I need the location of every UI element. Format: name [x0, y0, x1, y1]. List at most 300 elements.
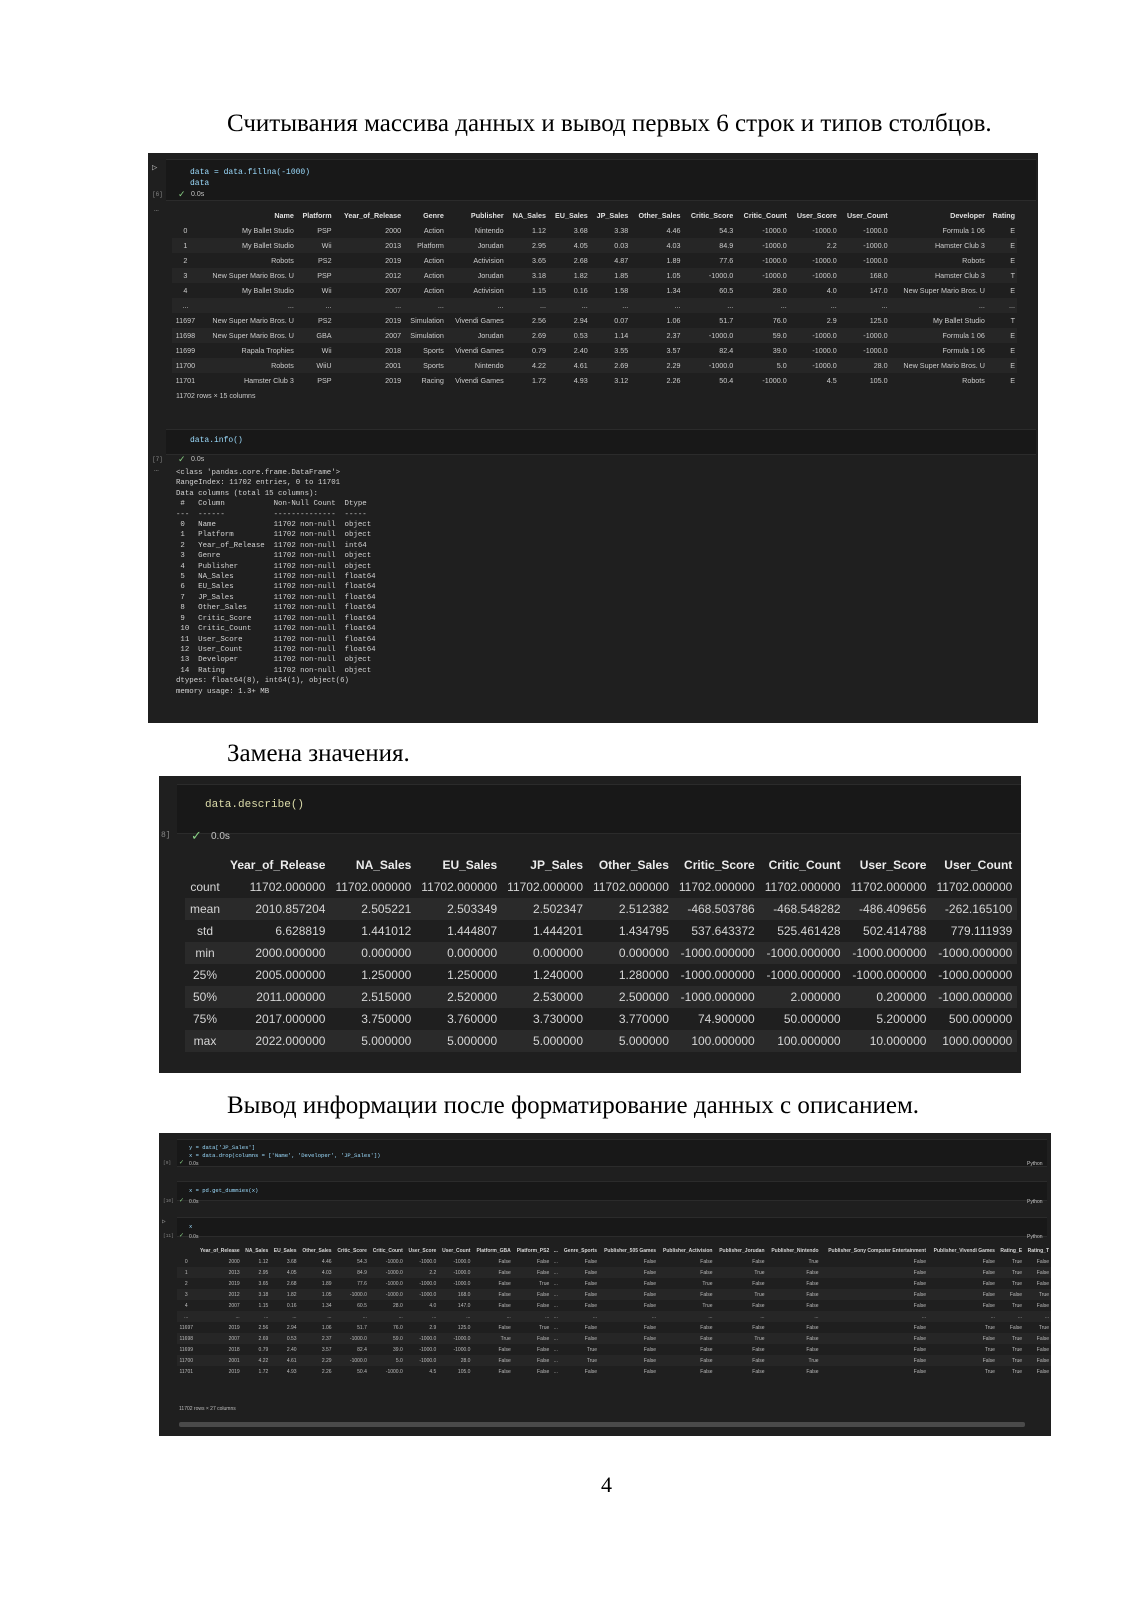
code-cell-describe[interactable]	[177, 784, 1021, 834]
table-cell: Robots	[962, 376, 985, 385]
column-header: User_Count	[442, 1247, 471, 1254]
table-cell: E	[987, 358, 1017, 373]
table-cell: E	[987, 328, 1017, 343]
table-cell: 168.0	[839, 268, 890, 283]
table-cell: False	[560, 1267, 599, 1278]
table-cell: False	[658, 1267, 714, 1278]
table-cell: True	[808, 1258, 819, 1265]
column-header: Genre_Sports	[563, 1247, 597, 1254]
table-cell: 1.441012	[361, 924, 412, 938]
table-cell: 2.68	[286, 1280, 297, 1287]
table-cell: -1000.000000	[931, 942, 1017, 964]
table-cell: Jorudan	[446, 328, 506, 343]
table-cell: False	[513, 1267, 552, 1278]
table-cell: 11702.000000	[850, 880, 927, 894]
table-cell: False	[821, 1267, 928, 1278]
table-cell: 2001	[334, 358, 404, 373]
column-header: Critic_Count	[743, 211, 787, 220]
table-cell: ...	[560, 1311, 599, 1322]
table-cell: 11702.000000	[507, 880, 584, 894]
table-cell: False	[913, 1324, 927, 1331]
column-header: Platform_PS2	[516, 1247, 550, 1254]
table-cell: False	[584, 1302, 597, 1309]
table-cell: 2.94	[573, 316, 588, 325]
row-index: 11699	[175, 346, 196, 355]
table-row	[172, 223, 1017, 238]
table-cell: True	[539, 1280, 550, 1287]
table-cell: 2.2	[789, 238, 839, 253]
table-cell: 3.12	[614, 376, 629, 385]
table-cell: True	[539, 1324, 550, 1331]
table-cell: 2.56	[531, 316, 546, 325]
table-cell: 2019	[385, 256, 402, 265]
table-cell: 76.0	[772, 316, 787, 325]
column-header: Year_of_Release	[343, 211, 402, 220]
column-header: NA_Sales	[512, 211, 546, 220]
table-cell: 1.15	[531, 286, 546, 295]
table-cell: True	[715, 1289, 767, 1300]
table-cell: My Ballet Studio	[241, 226, 294, 235]
table-cell: False	[599, 1333, 658, 1344]
table-cell: 0.79	[531, 346, 546, 355]
table-cell: 2012	[334, 268, 404, 283]
row-index: 2	[184, 1280, 188, 1287]
table-cell: 1.12	[258, 1258, 269, 1265]
column-header: Year_of_Release	[199, 1247, 240, 1254]
table-cell: 2.40	[573, 346, 588, 355]
table-cell: -1000.000000	[760, 942, 846, 964]
table-cell: False	[537, 1302, 550, 1309]
table-cell: 2.37	[299, 1333, 334, 1344]
table-cell: 1.250000	[447, 968, 498, 982]
table-cell: -1000.000000	[680, 968, 755, 982]
table-cell: False	[498, 1258, 511, 1265]
table-cell: -1000.0	[369, 1267, 405, 1278]
table-cell: -1000.0	[789, 328, 839, 343]
notebook-screenshot-describe	[159, 776, 1021, 1073]
table-cell: Robots	[199, 358, 296, 373]
table-cell: 2.69	[242, 1333, 271, 1344]
table-cell: New Super Mario Bros. U	[199, 328, 296, 343]
table-cell: My Ballet Studio	[199, 238, 296, 253]
table-cell: 5.0	[735, 358, 789, 373]
column-header: User_Score	[859, 858, 927, 872]
code-line: data = data.fillna(-1000)	[190, 168, 311, 177]
table-cell: 59.0	[735, 328, 789, 343]
table-cell: Action	[403, 268, 446, 283]
table-cell: False	[715, 1355, 767, 1366]
table-cell: 4.5	[826, 376, 837, 385]
table-cell: ...	[446, 298, 506, 313]
table-cell: 2.94	[286, 1324, 297, 1331]
code-cell-info[interactable]	[166, 429, 1036, 455]
column-header	[185, 854, 225, 876]
table-cell: Platform	[403, 238, 446, 253]
table-row	[177, 1300, 1051, 1311]
execution-time: 0.0s	[189, 1161, 199, 1167]
row-index: 1	[172, 238, 199, 253]
table-row	[177, 1366, 1051, 1377]
table-cell: Robots	[271, 256, 294, 265]
table-cell: 84.9	[682, 238, 735, 253]
table-cell: 2.000000	[760, 986, 846, 1008]
table-cell: 2019	[228, 1368, 240, 1375]
code-cell-get-dummies[interactable]	[177, 1181, 1047, 1201]
table-cell: 2013	[334, 238, 404, 253]
table-row	[185, 876, 1017, 898]
table-cell: 3.65	[531, 256, 546, 265]
table-cell: WiiU	[296, 358, 334, 373]
table-cell: Nintendo	[446, 358, 506, 373]
column-header: ...	[553, 1247, 558, 1254]
table-cell: False	[498, 1324, 511, 1331]
row-index: 3	[177, 1289, 196, 1300]
table-cell: 2019	[228, 1324, 240, 1331]
execution-count: [6]	[152, 191, 163, 198]
table-cell: ...	[789, 298, 839, 313]
code-line: x = data.drop(columns = ['Name', 'Developer', 'JP_Sales'])	[189, 1152, 381, 1159]
table-cell: ...	[987, 298, 1017, 313]
table-cell: -1000.0	[334, 1333, 369, 1344]
column-header: User_Score	[796, 211, 837, 220]
row-index: std	[197, 924, 214, 938]
table-cell: -1000.000000	[674, 986, 760, 1008]
table-cell: True	[997, 1267, 1024, 1278]
code-cell-fillna[interactable]	[166, 159, 1036, 201]
execution-count: [7]	[152, 456, 163, 463]
table-cell: False	[913, 1368, 927, 1375]
table-cell: 1.14	[590, 328, 630, 343]
table-cell: ...	[551, 1311, 560, 1322]
table-row	[172, 283, 1017, 298]
table-cell: False	[700, 1368, 713, 1375]
table-cell: False	[767, 1289, 821, 1300]
table-cell: 51.7	[719, 316, 734, 325]
table-cell: False	[1036, 1346, 1049, 1353]
row-index: mean	[185, 898, 225, 920]
table-cell: 1.12	[531, 226, 546, 235]
caption-value-replacement: Замена значения.	[227, 740, 410, 767]
row-index: 11701	[175, 376, 196, 385]
table-cell: ...	[997, 1311, 1024, 1322]
table-cell: Sports	[423, 346, 444, 355]
table-cell: 1.58	[614, 286, 629, 295]
table-cell: 2019	[385, 376, 402, 385]
table-cell: ...	[551, 1289, 560, 1300]
table-cell: False	[821, 1333, 928, 1344]
column-header: Year_of_Release	[230, 858, 326, 872]
table-cell: False	[700, 1324, 713, 1331]
table-cell: -1000.0	[682, 328, 735, 343]
code-line: data.info()	[190, 436, 243, 445]
table-cell: Action	[423, 256, 444, 265]
table-row	[185, 964, 1017, 986]
table-cell: ...	[369, 1311, 405, 1322]
table-cell: -1000.0	[789, 358, 839, 373]
table-row	[177, 1344, 1051, 1355]
table-cell: 51.7	[357, 1324, 367, 1331]
table-cell: 4.61	[548, 358, 590, 373]
table-cell: 39.0	[393, 1346, 403, 1353]
column-header: Publisher_505 Games	[604, 1247, 657, 1254]
column-header: Platform	[302, 211, 332, 220]
table-cell: False	[643, 1280, 657, 1287]
table-cell: ...	[506, 298, 548, 313]
table-cell: -486.409656	[846, 898, 932, 920]
table-cell: My Ballet Studio	[932, 316, 985, 325]
table-cell: ...	[242, 1311, 271, 1322]
column-header: User_Count	[846, 211, 888, 220]
row-index: 3	[172, 268, 199, 283]
table-cell: -1000.0	[839, 238, 890, 253]
table-cell: PS2	[318, 256, 332, 265]
table-cell: False	[658, 1333, 714, 1344]
table-row	[185, 942, 1017, 964]
column-header: Critic_Count	[768, 858, 841, 872]
table-cell: 2005.000000	[255, 968, 326, 982]
table-cell: 1.06	[321, 1324, 332, 1331]
success-check-icon: ✓	[191, 828, 202, 843]
table-cell: 502.414788	[863, 924, 927, 938]
run-cell-icon[interactable]: ▷	[162, 1218, 166, 1225]
table-cell: 5.000000	[416, 1030, 502, 1052]
table-cell: False	[767, 1333, 821, 1344]
table-cell: False	[982, 1258, 995, 1265]
table-cell: False	[913, 1280, 927, 1287]
table-cell: True	[472, 1333, 512, 1344]
column-header: Critic_Score	[337, 1247, 367, 1254]
table-cell: 3.770000	[618, 1012, 669, 1026]
success-check-icon: ✓	[178, 454, 186, 464]
table-cell: ...	[715, 1311, 767, 1322]
table-cell: -1000.0	[682, 268, 735, 283]
table-cell: 3.38	[614, 226, 629, 235]
column-header	[177, 1245, 196, 1256]
table-cell: -1000.0	[762, 376, 787, 385]
row-index: 11701	[179, 1368, 194, 1375]
table-cell: 54.3	[719, 226, 734, 235]
table-cell: 1.434795	[618, 924, 669, 938]
table-cell: False	[599, 1289, 658, 1300]
table-cell: 0.200000	[846, 986, 932, 1008]
table-cell: 168.0	[438, 1289, 472, 1300]
table-cell: 11702.000000	[421, 880, 498, 894]
table-row	[185, 986, 1017, 1008]
table-cell: False	[752, 1346, 765, 1353]
language-label: Python	[1027, 1199, 1043, 1205]
table-row	[185, 898, 1017, 920]
table-cell: 2007	[196, 1333, 242, 1344]
table-cell: -1000.0	[812, 226, 837, 235]
table-cell: PSP	[296, 268, 334, 283]
table-cell: E	[1010, 346, 1015, 355]
column-header: User_Score	[408, 1247, 437, 1254]
table-cell: -1000.0	[405, 1333, 439, 1344]
table-row	[177, 1311, 1051, 1322]
table-cell: 1.82	[548, 268, 590, 283]
table-cell: New Super Mario Bros. U	[199, 268, 296, 283]
table-cell: ...	[403, 298, 446, 313]
column-header: User_Count	[944, 858, 1013, 872]
table-cell: False	[498, 1302, 511, 1309]
table-cell: ...	[735, 298, 789, 313]
table-cell: Jorudan	[446, 268, 506, 283]
table-cell: -1000.0	[405, 1355, 439, 1366]
table-cell: E	[1010, 256, 1015, 265]
table-cell: 0.000000	[330, 942, 416, 964]
table-row	[172, 328, 1017, 343]
table-cell: 2.2	[405, 1267, 439, 1278]
table-cell: ...	[682, 298, 735, 313]
table-cell: 28.0	[839, 358, 890, 373]
table-cell: ...	[553, 1368, 558, 1375]
table-cell: ...	[599, 1311, 658, 1322]
table-cell: 125.0	[457, 1324, 471, 1331]
dataframe-table	[172, 208, 1017, 388]
column-header: Other_Sales	[302, 1247, 332, 1254]
table-cell: 2.69	[590, 358, 630, 373]
table-cell: 3.750000	[361, 1012, 412, 1026]
table-cell: -1000.0	[762, 226, 787, 235]
table-cell: ...	[553, 1258, 558, 1265]
success-check-icon: ✓	[179, 1198, 185, 1204]
table-cell: 1.72	[531, 376, 546, 385]
table-cell: 28.0	[393, 1302, 403, 1309]
table-cell: False	[997, 1289, 1024, 1300]
table-cell: 5.000000	[502, 1030, 588, 1052]
table-row	[172, 358, 1017, 373]
table-cell: 74.900000	[698, 1012, 755, 1026]
table-cell: 4.0	[429, 1302, 437, 1309]
table-cell: 2000	[228, 1258, 240, 1265]
table-cell: ...	[551, 1355, 560, 1366]
table-cell: False	[806, 1324, 819, 1331]
table-cell: False	[982, 1280, 995, 1287]
code-cell-x[interactable]	[177, 1217, 1047, 1237]
code-line: data	[190, 179, 210, 188]
table-cell: ...	[334, 298, 404, 313]
table-cell: True	[1024, 1289, 1051, 1300]
table-cell: 11702.000000	[335, 880, 412, 894]
table-cell: 1.250000	[361, 968, 412, 982]
table-cell: -1000.0	[369, 1289, 405, 1300]
column-header: Critic_Score	[684, 858, 755, 872]
table-cell: True	[984, 1324, 995, 1331]
table-cell: False	[643, 1258, 657, 1265]
column-header: EU_Sales	[555, 211, 588, 220]
table-cell: -1000.0	[419, 1346, 437, 1353]
table-cell: 39.0	[772, 346, 787, 355]
table-cell: 500.000000	[948, 1012, 1013, 1026]
language-label: Python	[1027, 1234, 1043, 1240]
table-cell: False	[928, 1333, 997, 1344]
table-cell: 1.72	[258, 1368, 269, 1375]
table-cell: Action	[423, 226, 444, 235]
column-header: Publisher_Nintendo	[771, 1247, 819, 1254]
table-cell: -1000.0	[438, 1333, 472, 1344]
table-cell: 84.9	[334, 1267, 369, 1278]
table-cell: 50.4	[719, 376, 734, 385]
caption-formatted-data: Вывод информации после форматирование данных с описанием.	[227, 1092, 920, 1119]
table-cell: Rapala Trophies	[241, 346, 294, 355]
run-cell-icon[interactable]: ▷	[152, 163, 158, 173]
table-cell: 4.22	[242, 1355, 271, 1366]
table-cell: ...	[1024, 1311, 1051, 1322]
column-header: Name	[274, 211, 294, 220]
table-cell: False	[1036, 1368, 1049, 1375]
info-output: <class 'pandas.core.frame.DataFrame'> RangeIndex: 11702 entries, 0 to 11701 Data columns (total 15 columns): # Column Non-Null Count Dtype --- ------ -------------- ----- 0 Name 11702 non-null object 1 Platform 11702 non-null object 2 Year_of_Release 11702 non-null int64 3 Genre 11702 non-null object 4 Publisher 11702 non-null object 5 NA_Sales 11702 non-null float64 6 EU_Sales 11702 non-null float64 7 JP_Sales 11702 non-null float64 8 Other_Sales 11702 non-null float64 9 Critic_Score 11702 non-null float64 10 Critic_Count 11702 non-null float64 11 User_Score 11702 non-null float64 12 User_Count 11702 non-null float64 13 Developer 11702 non-null object 14 Rating 11702 non-null object dtypes: float64(8), int64(1), object(6) memory usage: 1.3+ MB	[176, 469, 376, 696]
table-cell: -1000.0	[453, 1258, 471, 1265]
row-index: 4	[183, 286, 188, 295]
notebook-screenshot-dummies	[159, 1133, 1051, 1436]
table-cell: Nintendo	[474, 226, 504, 235]
table-cell: 59.0	[369, 1333, 405, 1344]
table-cell: False	[599, 1267, 658, 1278]
table-cell: 1.444807	[447, 924, 498, 938]
column-header: Publisher_Sony Computer Entertainment	[828, 1247, 927, 1254]
table-cell: ...	[553, 1280, 558, 1287]
table-cell: 0.000000	[502, 942, 588, 964]
table-cell: 4.22	[506, 358, 548, 373]
table-cell: ...	[438, 1311, 472, 1322]
table-cell: -1000.0	[453, 1346, 471, 1353]
table-cell: Simulation	[410, 316, 444, 325]
table-cell: 0.53	[270, 1333, 298, 1344]
table-cell: 1.280000	[618, 968, 669, 982]
code-cell-split[interactable]	[177, 1139, 1047, 1167]
horizontal-scrollbar[interactable]	[179, 1422, 1025, 1427]
table-cell: True	[715, 1333, 767, 1344]
table-cell: -1000.0	[334, 1355, 369, 1366]
dummies-table	[177, 1245, 1051, 1377]
table-cell: 28.0	[772, 286, 787, 295]
table-cell: False	[913, 1346, 927, 1353]
table-cell: -262.165100	[931, 898, 1017, 920]
table-cell: 11702.000000	[249, 880, 326, 894]
table-cell: 3.57	[321, 1346, 332, 1353]
table-cell: 779.111939	[950, 924, 1013, 938]
table-cell: False	[1036, 1280, 1049, 1287]
table-cell: False	[513, 1333, 552, 1344]
table-cell: 100.000000	[674, 1030, 760, 1052]
row-index: 11700	[177, 1355, 196, 1366]
table-cell: Action	[423, 286, 444, 295]
table-cell: True	[984, 1346, 995, 1353]
table-cell: 2.95	[506, 238, 548, 253]
table-cell: -468.548282	[760, 898, 846, 920]
table-cell: -1000.0	[839, 328, 890, 343]
table-cell: 2.503349	[416, 898, 502, 920]
table-cell: 4.05	[270, 1267, 298, 1278]
table-cell: True	[767, 1355, 821, 1366]
table-cell: 1.06	[666, 316, 681, 325]
table-cell: Activision	[473, 286, 504, 295]
table-cell: True	[1038, 1324, 1049, 1331]
column-header: Rating	[992, 211, 1015, 220]
table-cell: 2.69	[506, 328, 548, 343]
table-cell: False	[498, 1280, 511, 1287]
table-cell: False	[982, 1302, 995, 1309]
table-cell: False	[498, 1368, 511, 1375]
table-row	[177, 1333, 1051, 1344]
table-cell: 10.000000	[846, 1030, 932, 1052]
table-row	[177, 1267, 1051, 1278]
table-cell: False	[658, 1289, 714, 1300]
row-index: 25%	[193, 968, 218, 982]
output-ellipsis: …	[154, 205, 159, 214]
table-cell: ...	[472, 1311, 512, 1322]
execution-count: [10]	[163, 1199, 174, 1204]
